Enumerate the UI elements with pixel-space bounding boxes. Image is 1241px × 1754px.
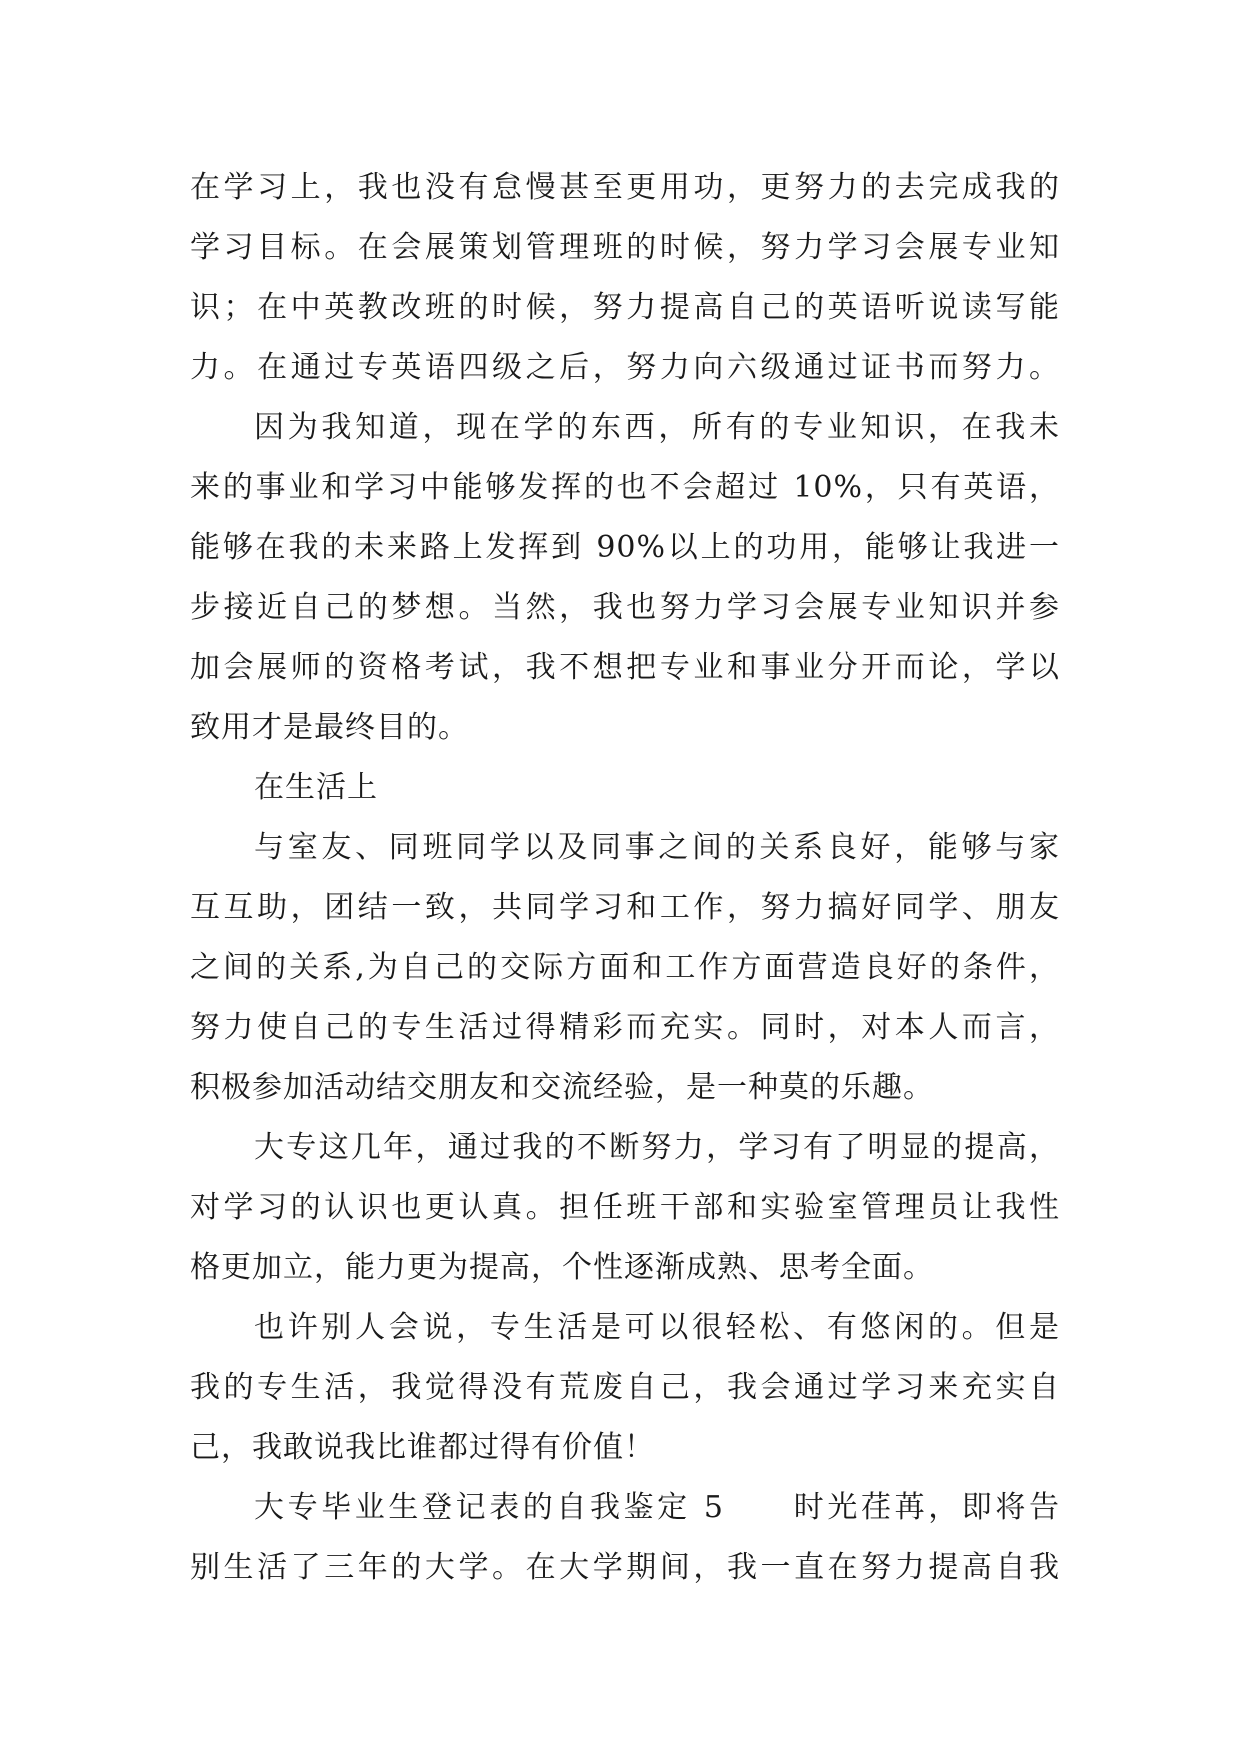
- text-line: 在生活上: [254, 770, 378, 805]
- text-line: 力。在通过专英语四级之后，努力向六级通过证书而努力。: [190, 350, 1060, 385]
- text-line: 格更加立，能力更为提高，个性逐渐成熟、思考全面。: [190, 1250, 934, 1285]
- text-line: 之间的关系,为自己的交际方面和工作方面营造良好的条件，: [190, 950, 1060, 985]
- text-line: 在学习上，我也没有怠慢甚至更用功，更努力的去完成我的: [190, 170, 1060, 205]
- text-line: 致用才是最终目的。: [190, 710, 469, 745]
- text-line: 能够在我的未来路上发挥到 90%以上的功用，能够让我进一: [190, 530, 1060, 565]
- text-line: 积极参加活动结交朋友和交流经验，是一种莫的乐趣。: [190, 1070, 934, 1105]
- text-line: 互互助，团结一致，共同学习和工作，努力搞好同学、朋友: [190, 890, 1060, 925]
- body-text: [190, 158, 1060, 1598]
- text-line: 学习目标。在会展策划管理班的时候，努力学习会展专业知: [190, 230, 1060, 265]
- text-line: 对学习的认识也更认真。担任班干部和实验室管理员让我性: [190, 1190, 1060, 1225]
- text-line: 也许别人会说，专生活是可以很轻松、有悠闲的。但是: [254, 1310, 1060, 1345]
- text-line: 我的专生活，我觉得没有荒废自己，我会通过学习来充实自: [190, 1370, 1060, 1405]
- text-line: 大专这几年，通过我的不断努力，学习有了明显的提高，: [254, 1130, 1060, 1165]
- text-line: 努力使自己的专生活过得精彩而充实。同时，对本人而言，: [190, 1010, 1060, 1045]
- text-line: 识；在中英教改班的时候，努力提高自己的英语听说读写能: [190, 290, 1060, 325]
- text-line: 因为我知道，现在学的东西，所有的专业知识，在我未: [254, 410, 1060, 445]
- text-line: 加会展师的资格考试，我不想把专业和事业分开而论，学以: [190, 650, 1060, 685]
- text-line: 来的事业和学习中能够发挥的也不会超过 10%，只有英语，: [190, 470, 1060, 505]
- text-line: 步接近自己的梦想。当然，我也努力学习会展专业知识并参: [190, 590, 1060, 625]
- text-line: 大专毕业生登记表的自我鉴定 5 时光荏苒，即将告: [254, 1490, 1060, 1525]
- text-line: 别生活了三年的大学。在大学期间，我一直在努力提高自我: [190, 1550, 1060, 1585]
- text-line: 己，我敢说我比谁都过得有价值！: [190, 1430, 655, 1465]
- text-line: 与室友、同班同学以及同事之间的关系良好，能够与家: [254, 830, 1060, 865]
